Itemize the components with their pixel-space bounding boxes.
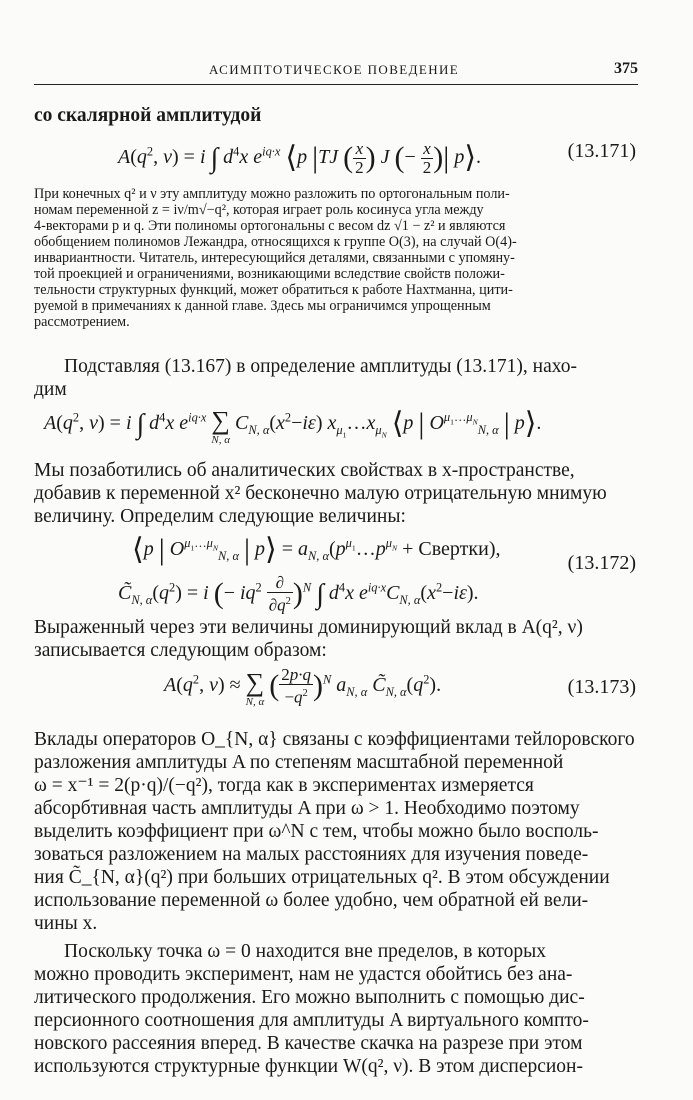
equation-number: (13.172): [567, 552, 636, 574]
paragraph-line: добавив к переменной x² бесконечно малую отрицательную мнимую: [34, 483, 607, 504]
paragraph-line: персионного соотношения для амплитуды A виртуального компто-: [34, 1010, 589, 1031]
paragraph-line: можно проводить эксперимент, нам не удастся обойтись без ана-: [34, 964, 573, 985]
paragraph-line: абсорбтивная часть амплитуды A при ω > 1. Необходимо поэтому: [34, 798, 580, 819]
note-line: тельности структурных функций, может обратиться к работе Нахтманна, цити-: [34, 282, 513, 298]
book-page: [34, 0, 638, 1100]
note-line: номам переменной z = iν/m√−q², которая играет роль косинуса угла между: [34, 202, 484, 218]
equation-13-171: [34, 140, 638, 180]
equation-13-172: [34, 532, 638, 616]
paragraph-line: зоваться разложением на малых расстояниях для изучения поведе-: [34, 844, 589, 865]
note-line: обобщением полиномов Лежандра, относящихся к группе O(3), на случай O(4)-: [34, 234, 517, 250]
note-line: той проекцией и ограничениями, возникающими вследствие свойств положи-: [34, 266, 505, 282]
paragraph-line: разложения амплитуды A по степеням масштабной переменной: [34, 752, 564, 773]
paragraph-line: Мы позаботились об аналитических свойствах в x-пространстве,: [34, 460, 575, 481]
equation-13-173-expression: $A(q^2$, ν) ≈ ∑ N, α ( $\frac{2p\cdot q}{-q^2}$ )$^N$ $a_{N, \alpha}$ $C̃_{N, \alpha}(q^2)$.: [164, 665, 442, 708]
equation-13-172-line1: ⟨p | $O^{\mu_1\dots\mu_N}_{N, \alpha}$ | p⟩ = $a_{N, \alpha}(p^{\mu_1}\dots p^{\mu_N}$ + Свертки),: [132, 533, 501, 566]
paragraph-line: Выраженный через эти величины доминирующий вклад в A(q², ν): [34, 617, 583, 638]
paragraph-line: выделить коэффициент при ω^N с тем, чтобы можно было восполь-: [34, 821, 599, 842]
paragraph-line: использование переменной ω более удобно, чем обратной ей вели-: [34, 890, 589, 911]
note-line: инвариантности. Читатель, интересующийся деталями, связанными с упомяну-: [34, 250, 515, 266]
equation-13-172-line2: $C̃_{N, \alpha}(q^2) = i$ (− $iq^2$ $\frac{\partial}{\partial q^2}$ )$^N$ ∫ $d^4x$ $e^{iq\cdot x}C_{N, \alpha}(x^2-i\varepsilon)$.: [118, 573, 479, 615]
paragraph-line: дим: [34, 379, 67, 400]
equation-number: (13.173): [567, 676, 636, 698]
page-number: 375: [614, 60, 638, 77]
equation-substitution: [34, 406, 638, 452]
paragraph-line: ω = x⁻¹ = 2(p·q)/(−q²), тогда как в экспериментах измеряется: [34, 775, 534, 796]
equation-substitution-expression: $A(q^2$, ν) = i ∫ $d^4x$ $e^{iq\cdot x}$ ∑ N, α $C_{N, \alpha}(x^2-i\varepsilon)$ $x_{\mu_1}\dots x_{\mu_N}$ ⟨p | $O^{\mu_1\dots\mu_N}_{N, \alpha}$ | p⟩.: [44, 406, 542, 446]
paragraph-line: Подставляя (13.167) в определение амплитуды (13.171), нахо-: [64, 356, 578, 377]
equation-13-171-expression: $A(q^2$, ν) = i ∫ $d^4x$ $e^{iq\cdot x}$ ⟨p |TJ ( $\frac{x}{2}$ ) J (− $\frac{x}{2}$ )| p⟩.: [118, 139, 482, 177]
paragraph-line: чины x.: [34, 913, 98, 934]
paragraph-line: Вклады операторов O_{N, α} связаны с коэффициентами тейлоровского: [34, 729, 635, 750]
running-header: [34, 58, 638, 85]
equation-number: (13.171): [567, 140, 636, 162]
paragraph-line: величину. Определим следующие величины:: [34, 506, 406, 527]
paragraph-line: Поскольку точка ω = 0 находится вне пределов, в которых: [64, 941, 546, 962]
note-line: руемой в примечаниях к данной главе. Здесь мы ограничимся упрощенным: [34, 298, 491, 314]
paragraph-line: ния C̃_{N, α}(q²) при больших отрицательных q². В этом обсуждении: [34, 867, 610, 888]
note-line: При конечных q² и ν эту амплитуду можно разложить по ортогональным поли-: [34, 186, 510, 202]
contractions-word: Свертки: [418, 538, 489, 560]
running-title: АСИМПТОТИЧЕСКОЕ ПОВЕДЕНИЕ: [209, 62, 460, 77]
paragraph-line: новского рассеяния вперед. В качестве скачка на разрезе при этом: [34, 1033, 583, 1054]
paragraph-line: литического продолжения. Его можно выполнить с помощью дис-: [34, 987, 585, 1008]
equation-13-173: [34, 666, 638, 718]
note-line: рассмотрением.: [34, 314, 130, 330]
note-line: 4-векторами p и q. Эти полиномы ортогональны с весом dz √1 − z² и являются: [34, 218, 506, 234]
paragraph-line: используются структурные функции W(q², ν). В этом дисперсион-: [34, 1056, 583, 1077]
intro-line: со скалярной амплитудой: [34, 105, 262, 126]
paragraph-line: записывается следующим образом:: [34, 640, 327, 661]
